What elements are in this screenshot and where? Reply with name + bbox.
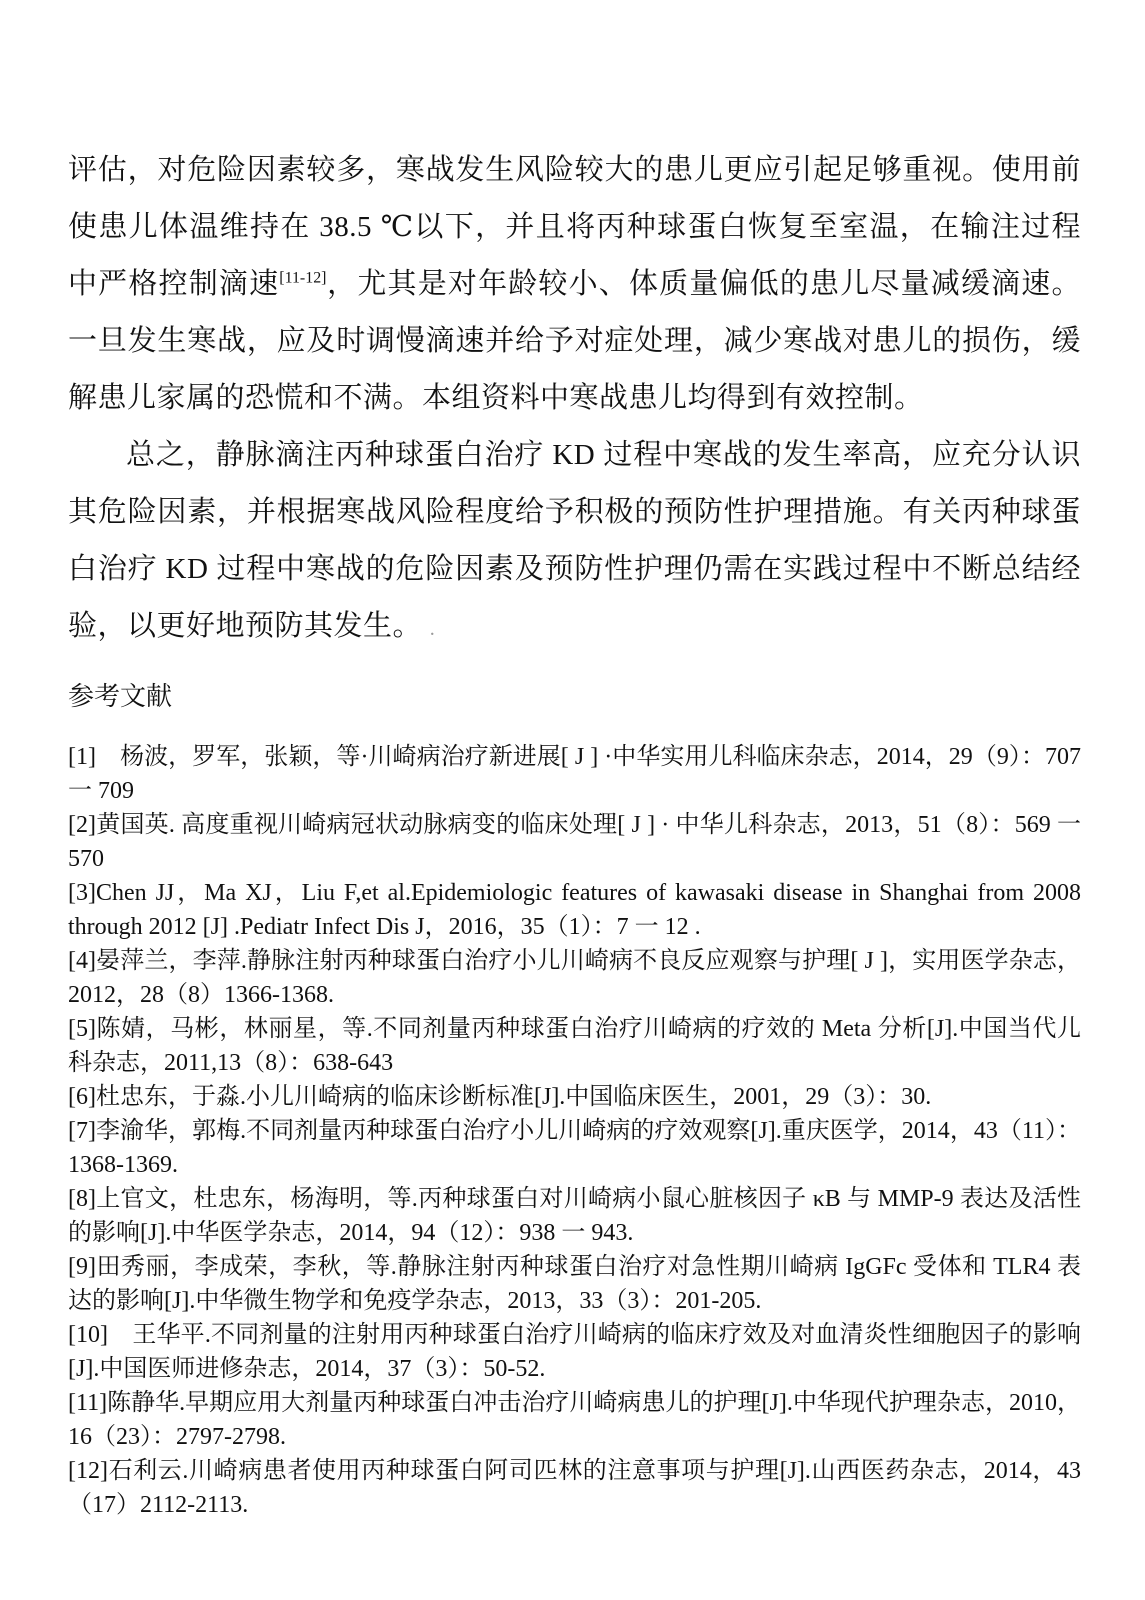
reference-item-12: [12]石利云.川崎病患者使用丙种球蛋白阿司匹林的注意事项与护理[J].山西医药杂志，2014，43（17）2112-2113. — [68, 1458, 1081, 1518]
references-heading: 参考文献 — [68, 682, 173, 711]
citation-superscript: [11-12] — [279, 269, 327, 287]
stray-period-mark: . — [429, 618, 436, 640]
reference-item-7: [7]李渝华，郭梅.不同剂量丙种球蛋白治疗小儿川崎病的疗效观察[J].重庆医学，2014，43（11）：1368-1369. — [68, 1118, 1081, 1178]
reference-item-1: [1] 杨波，罗军，张颖，等·川崎病治疗新进展[ J ] ·中华实用儿科临床杂志，2014，29（9）：707 一 709 — [68, 744, 1081, 804]
reference-item-11: [11]陈静华.早期应用大剂量丙种球蛋白冲击治疗川崎病患儿的护理[J].中华现代护理杂志，2010，16（23）：2797-2798. — [68, 1390, 1081, 1450]
reference-item-4: [4]晏萍兰，李萍.静脉注射丙种球蛋白治疗小儿川崎病不良反应观察与护理[ J ]，实用医学杂志，2012，28（8）1366-1368. — [68, 948, 1081, 1008]
reference-item-9: [9]田秀丽，李成荣，李秋，等.静脉注射丙种球蛋白治疗对急性期川崎病 IgGFc 受体和 TLR4 表达的影响[J].中华微生物学和免疫学杂志，2013，33（3）：201-205. — [68, 1254, 1081, 1314]
body-paragraph-2 — [68, 427, 1081, 658]
paragraph-1-text-before-citation: 评估，对危险因素较多，寒战发生风险较大的患儿更应引起足够重视。使用前使患儿体温维持在 38.5 ℃以下，并且将丙种球蛋白恢复至室温，在输注过程中严格控制滴速 — [68, 154, 1081, 300]
body-paragraph-1 — [68, 142, 1081, 427]
paragraph-2-text: 总之，静脉滴注丙种球蛋白治疗 KD 过程中寒战的发生率高，应充分认识其危险因素，并根据寒战风险程度给予积极的预防性护理措施。有关丙种球蛋白治疗 KD 过程中寒战的危险因素及预防性护理仍需在实践过程中不断总结经验，以更好地预防其发生。 — [68, 439, 1081, 642]
reference-item-3: [3]Chen JJ，Ma XJ，Liu F,et al.Epidemiologic features of kawasaki disease in Shanghai from 2008 through 2012 [J] .Pediatr Infect Dis J，2016，35（1）：7 一 12 . — [68, 880, 1081, 940]
reference-item-5: [5]陈婧，马彬，林丽星，等.不同剂量丙种球蛋白治疗川崎病的疗效的 Meta 分析[J].中国当代儿科杂志，2011,13（8）：638-643 — [68, 1016, 1081, 1076]
reference-item-8: [8]上官文，杜忠东，杨海明，等.丙种球蛋白对川崎病小鼠心脏核因子 κB 与 MMP-9 表达及活性的影响[J].中华医学杂志，2014，94（12）：938 一 943. — [68, 1186, 1081, 1246]
reference-list — [68, 740, 1081, 1522]
reference-item-6: [6]杜忠东，于淼.小儿川崎病的临床诊断标准[J].中国临床医生，2001，29（3）：30. — [68, 1084, 932, 1110]
reference-item-10: [10] 王华平.不同剂量的注射用丙种球蛋白治疗川崎病的临床疗效及对血清炎性细胞因子的影响[J].中国医师进修杂志，2014，37（3）：50-52. — [68, 1322, 1081, 1382]
paragraph-1-text-after-citation: ，尤其是对年龄较小、体质量偏低的患儿尽量减缓滴速。一旦发生寒战，应及时调慢滴速并给予对症处理，减少寒战对患儿的损伤，缓解患儿家属的恐慌和不满。本组资料中寒战患儿均得到有效控制。 — [68, 268, 1081, 414]
reference-item-2: [2]黄国英. 高度重视川崎病冠状动脉病变的临床处理[ J ] · 中华儿科杂志，2013，51（8）：569 一 570 — [68, 812, 1081, 872]
